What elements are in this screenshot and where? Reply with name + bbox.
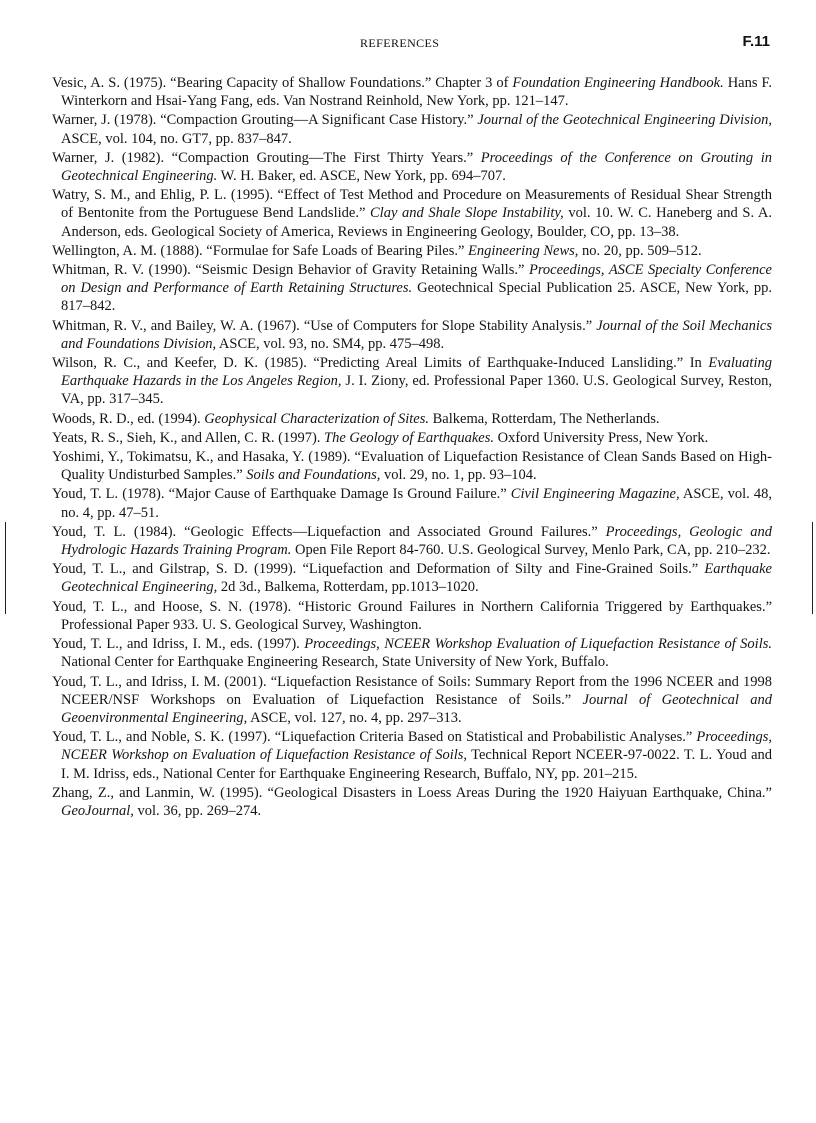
reference-source-title: Proceedings, NCEER Workshop Evaluation of Liquefaction Resistance of Soils. xyxy=(304,636,772,653)
reference-source-title: Geophysical Characterization of Sites. xyxy=(204,410,430,427)
reference-text: ASCE, vol. 127, no. 4, pp. 297–313. xyxy=(247,709,462,726)
reference-entry xyxy=(52,784,772,820)
reference-source-title: Evaluating Earthquake Hazards in the Los Angeles Region, xyxy=(61,355,772,390)
reference-text: ASCE, vol. 104, no. GT7, pp. 837–847. xyxy=(61,130,292,147)
reference-text: Zhang, Z., and Lanmin, W. (1995). “Geological Disasters in Loess Areas During the 1920 Haiyuan Earthquake, China.” xyxy=(52,784,772,801)
reference-entry xyxy=(52,242,772,260)
reference-text: National Center for Earthquake Engineering Research, State University of New York, Buffalo. xyxy=(61,654,609,671)
margin-change-bar-left xyxy=(5,522,6,614)
reference-entry xyxy=(52,673,772,728)
reference-source-title: The Geology of Earthquakes. xyxy=(324,429,494,446)
reference-text: ASCE, vol. 48, no. 4, pp. 47–51. xyxy=(61,486,772,521)
reference-text: Youd, T. L., and Gilstrap, S. D. (1999). “Liquefaction and Deformation of Silty and Fine-Grained Soils.” xyxy=(52,561,705,578)
reference-text: vol. 10. W. C. Haneberg and S. A. Anderson, eds. Geological Society of America, Reviews in Engineering Geology, Boulder, CO, pp. 13–38. xyxy=(61,205,772,240)
reference-text: Warner, J. (1982). “Compaction Grouting—The First Thirty Years.” xyxy=(52,149,481,166)
reference-text: Youd, T. L., and Idriss, I. M., eds. (1997). xyxy=(52,636,305,653)
reference-text: Youd, T. L. (1984). “Geologic Effects—Liquefaction and Associated Ground Failures.” xyxy=(52,523,606,540)
reference-entry xyxy=(52,74,772,110)
reference-source-title: Soils and Foundations, xyxy=(246,467,381,484)
reference-source-title: Journal of Geotechnical and Geoenvironmental Engineering, xyxy=(61,691,773,726)
reference-text: Youd, T. L., and Hoose, S. N. (1978). “Historic Ground Failures in Northern California Triggered by Earthquakes.” Professional Paper 933. U. S. Geological Survey, Washington. xyxy=(52,598,772,633)
reference-entry xyxy=(52,598,772,634)
reference-text: Yoshimi, Y., Tokimatsu, K., and Hasaka, Y. (1989). “Evaluation of Liquefaction Resistance of Clean Sands Based on High-Quality Undisturbed Samples.” xyxy=(52,449,772,484)
reference-text: Hans F. Winterkorn and Hsai-Yang Fang, eds. Van Nostrand Reinhold, New York, pp. 121–147. xyxy=(61,75,772,110)
reference-source-title: Civil Engineering Magazine, xyxy=(510,486,680,503)
reference-source-title: Earthquake Geotechnical Engineering, xyxy=(61,561,772,596)
reference-text: Vesic, A. S. (1975). “Bearing Capacity of Shallow Foundations.” Chapter 3 of xyxy=(52,75,513,91)
reference-text: Geotechnical Special Publication 25. ASCE, New York, pp. 817–842. xyxy=(61,280,772,315)
reference-text: Technical Report NCEER-97-0022. T. L. Youd and I. M. Idriss, eds., National Center for Earthquake Engineering Research, Buffalo, NY, pp. 201–215. xyxy=(61,747,773,782)
reference-entry xyxy=(52,728,772,783)
reference-text: no. 20, pp. 509–512. xyxy=(578,242,702,259)
reference-text: Youd, T. L. (1978). “Major Cause of Earthquake Damage Is Ground Failure.” xyxy=(52,486,511,503)
reference-source-title: Clay and Shale Slope Instability, xyxy=(370,205,564,222)
reference-text: W. H. Baker, ed. ASCE, New York, pp. 694–707. xyxy=(217,168,506,185)
reference-text: Wilson, R. C., and Keefer, D. K. (1985). “Predicting Areal Limits of Earthquake-Induced Lansliding.” In xyxy=(52,355,709,372)
running-head xyxy=(0,35,816,53)
reference-entry xyxy=(52,261,772,316)
reference-text: Whitman, R. V. (1990). “Seismic Design Behavior of Gravity Retaining Walls.” xyxy=(52,262,529,279)
reference-text: Open File Report 84-760. U.S. Geological Survey, Menlo Park, CA, pp. 210–232. xyxy=(291,542,771,559)
reference-text: Watry, S. M., and Ehlig, P. L. (1995). “Effect of Test Method and Procedure on Measurements of Residual Shear Strength of Bentonite from the Portuguese Bend Landslide.” xyxy=(52,187,772,222)
reference-source-title: Engineering News, xyxy=(468,242,579,259)
reference-text: Whitman, R. V., and Bailey, W. A. (1967). “Use of Computers for Slope Stability Analysis.” xyxy=(52,317,597,334)
reference-text: Youd, T. L., and Idriss, I. M. (2001). “Liquefaction Resistance of Soils: Summary Report from the 1996 NCEER and 1998 NCEER/NSF Workshops on Evaluation of Liquefaction Resistance of Soils.” xyxy=(52,673,772,708)
reference-entry xyxy=(52,410,772,428)
reference-entry xyxy=(52,635,772,671)
reference-text: 2d 3d., Balkema, Rotterdam, pp.1013–1020. xyxy=(217,579,479,596)
reference-source-title: Journal of the Soil Mechanics and Foundations Division, xyxy=(61,317,772,352)
reference-entry xyxy=(52,149,772,185)
reference-source-title: Journal of the Geotechnical Engineering Division, xyxy=(477,112,772,129)
reference-text: vol. 36, pp. 269–274. xyxy=(133,802,262,819)
reference-source-title: Proceedings, Geologic and Hydrologic Hazards Training Program. xyxy=(61,523,772,559)
reference-entry xyxy=(52,523,772,559)
margin-change-bar-right xyxy=(812,522,813,614)
reference-text: ASCE, vol. 93, no. SM4, pp. 475–498. xyxy=(216,335,445,352)
reference-source-title: GeoJournal, xyxy=(61,802,134,819)
section-title: REFERENCES xyxy=(360,36,440,50)
reference-text: Oxford University Press, New York. xyxy=(493,429,709,446)
reference-text: Balkema, Rotterdam, The Netherlands. xyxy=(429,410,660,427)
reference-text: J. I. Ziony, ed. Professional Paper 1360. U.S. Geological Survey, Reston, VA, pp. 317–345. xyxy=(61,373,773,408)
reference-source-title: Foundation Engineering Handbook. xyxy=(512,75,724,91)
reference-entry xyxy=(52,317,772,353)
reference-list xyxy=(52,74,772,821)
reference-text: vol. 29, no. 1, pp. 93–104. xyxy=(380,467,537,484)
page-number: F.11 xyxy=(742,33,770,50)
reference-entry xyxy=(52,354,772,409)
reference-entry xyxy=(52,111,772,147)
reference-entry xyxy=(52,560,772,596)
reference-text: Youd, T. L., and Noble, S. K. (1997). “Liquefaction Criteria Based on Statistical and Probabilistic Analyses.” xyxy=(52,729,697,746)
reference-source-title: Proceedings, NCEER Workshop on Evaluation of Liquefaction Resistance of Soils, xyxy=(61,729,772,764)
reference-text: Warner, J. (1978). “Compaction Grouting—A Significant Case History.” xyxy=(52,112,478,129)
reference-text: Woods, R. D., ed. (1994). xyxy=(52,410,205,427)
reference-source-title: Proceedings of the Conference on Grouting in Geotechnical Engineering. xyxy=(61,149,772,185)
reference-text: Yeats, R. S., Sieh, K., and Allen, C. R. (1997). xyxy=(52,429,325,446)
reference-text: Wellington, A. M. (1888). “Formulae for Safe Loads of Bearing Piles.” xyxy=(52,242,469,259)
reference-entry xyxy=(52,448,772,484)
reference-entry xyxy=(52,485,772,521)
reference-entry xyxy=(52,429,772,447)
reference-entry xyxy=(52,186,772,241)
reference-source-title: Proceedings, ASCE Specialty Conference on Design and Performance of Earth Retaining Structures. xyxy=(61,262,772,297)
